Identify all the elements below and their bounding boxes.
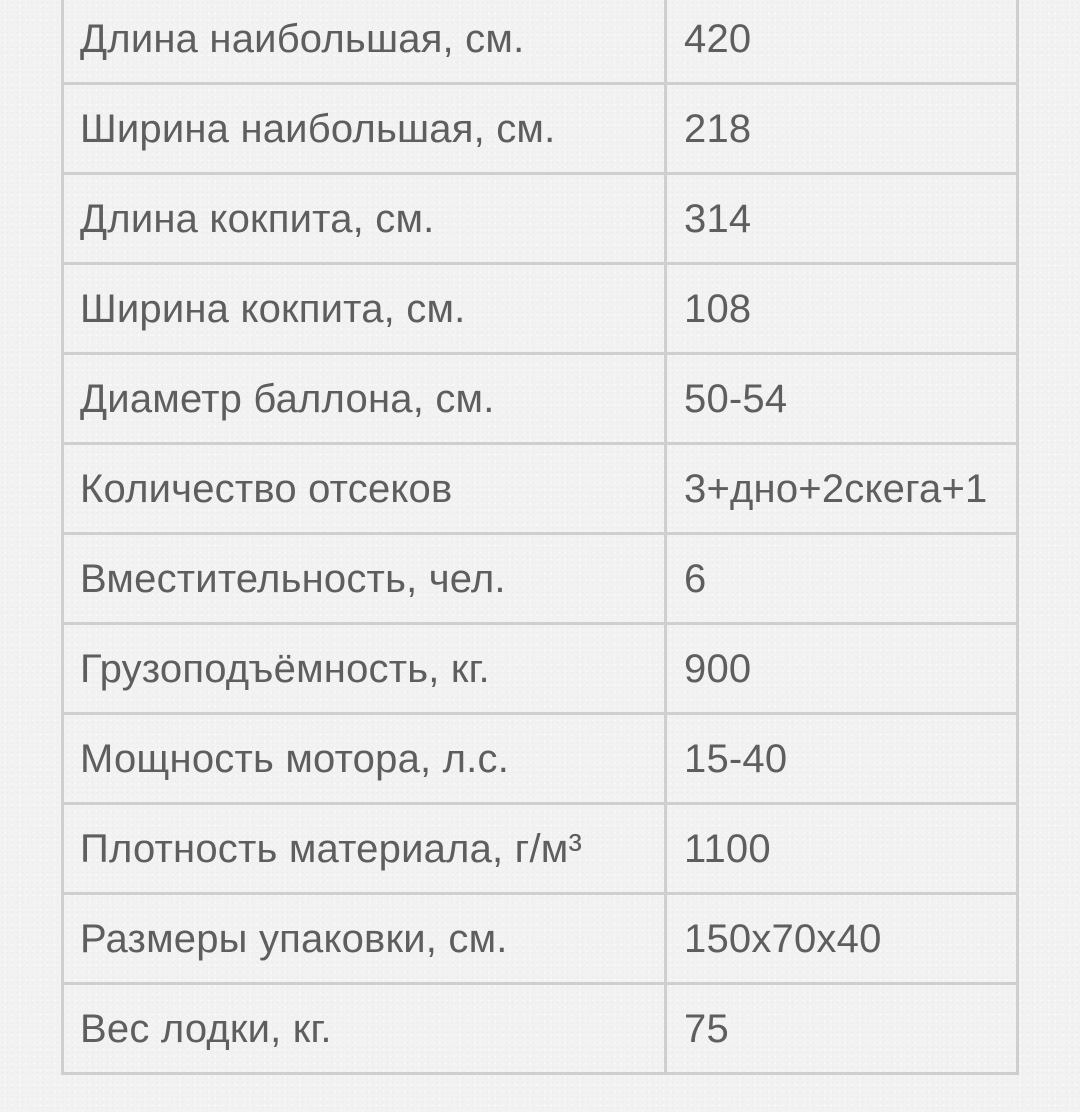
param-value: 3+дно+2скега+1 (666, 444, 1018, 534)
param-label: Длина наибольшая, см. (63, 0, 666, 84)
param-value: 150х70х40 (666, 894, 1018, 984)
param-label: Ширина кокпита, см. (63, 264, 666, 354)
param-value: 75 (666, 984, 1018, 1074)
table-row (63, 624, 1018, 714)
param-label: Ширина наибольшая, см. (63, 84, 666, 174)
param-label: Размеры упаковки, см. (63, 894, 666, 984)
param-label: Диаметр баллона, см. (63, 354, 666, 444)
param-label: Плотность материала, г/м³ (63, 804, 666, 894)
table-row (63, 174, 1018, 264)
param-value: 108 (666, 264, 1018, 354)
table-row (63, 894, 1018, 984)
param-label: Грузоподъёмность, кг. (63, 624, 666, 714)
param-value: 50-54 (666, 354, 1018, 444)
param-value: 314 (666, 174, 1018, 264)
param-value: 420 (666, 0, 1018, 84)
param-value: 900 (666, 624, 1018, 714)
table-row (63, 354, 1018, 444)
param-label: Количество отсеков (63, 444, 666, 534)
table-row (63, 264, 1018, 354)
table-row (63, 984, 1018, 1074)
specs-table (61, 0, 1019, 1075)
param-value: 1100 (666, 804, 1018, 894)
param-value: 6 (666, 534, 1018, 624)
param-label: Длина кокпита, см. (63, 174, 666, 264)
table-row (63, 0, 1018, 84)
table-row (63, 804, 1018, 894)
param-label: Вес лодки, кг. (63, 984, 666, 1074)
table-row (63, 84, 1018, 174)
param-label: Мощность мотора, л.с. (63, 714, 666, 804)
table-row (63, 444, 1018, 534)
table-row (63, 534, 1018, 624)
table-row (63, 714, 1018, 804)
param-label: Вместительность, чел. (63, 534, 666, 624)
param-value: 15-40 (666, 714, 1018, 804)
param-value: 218 (666, 84, 1018, 174)
